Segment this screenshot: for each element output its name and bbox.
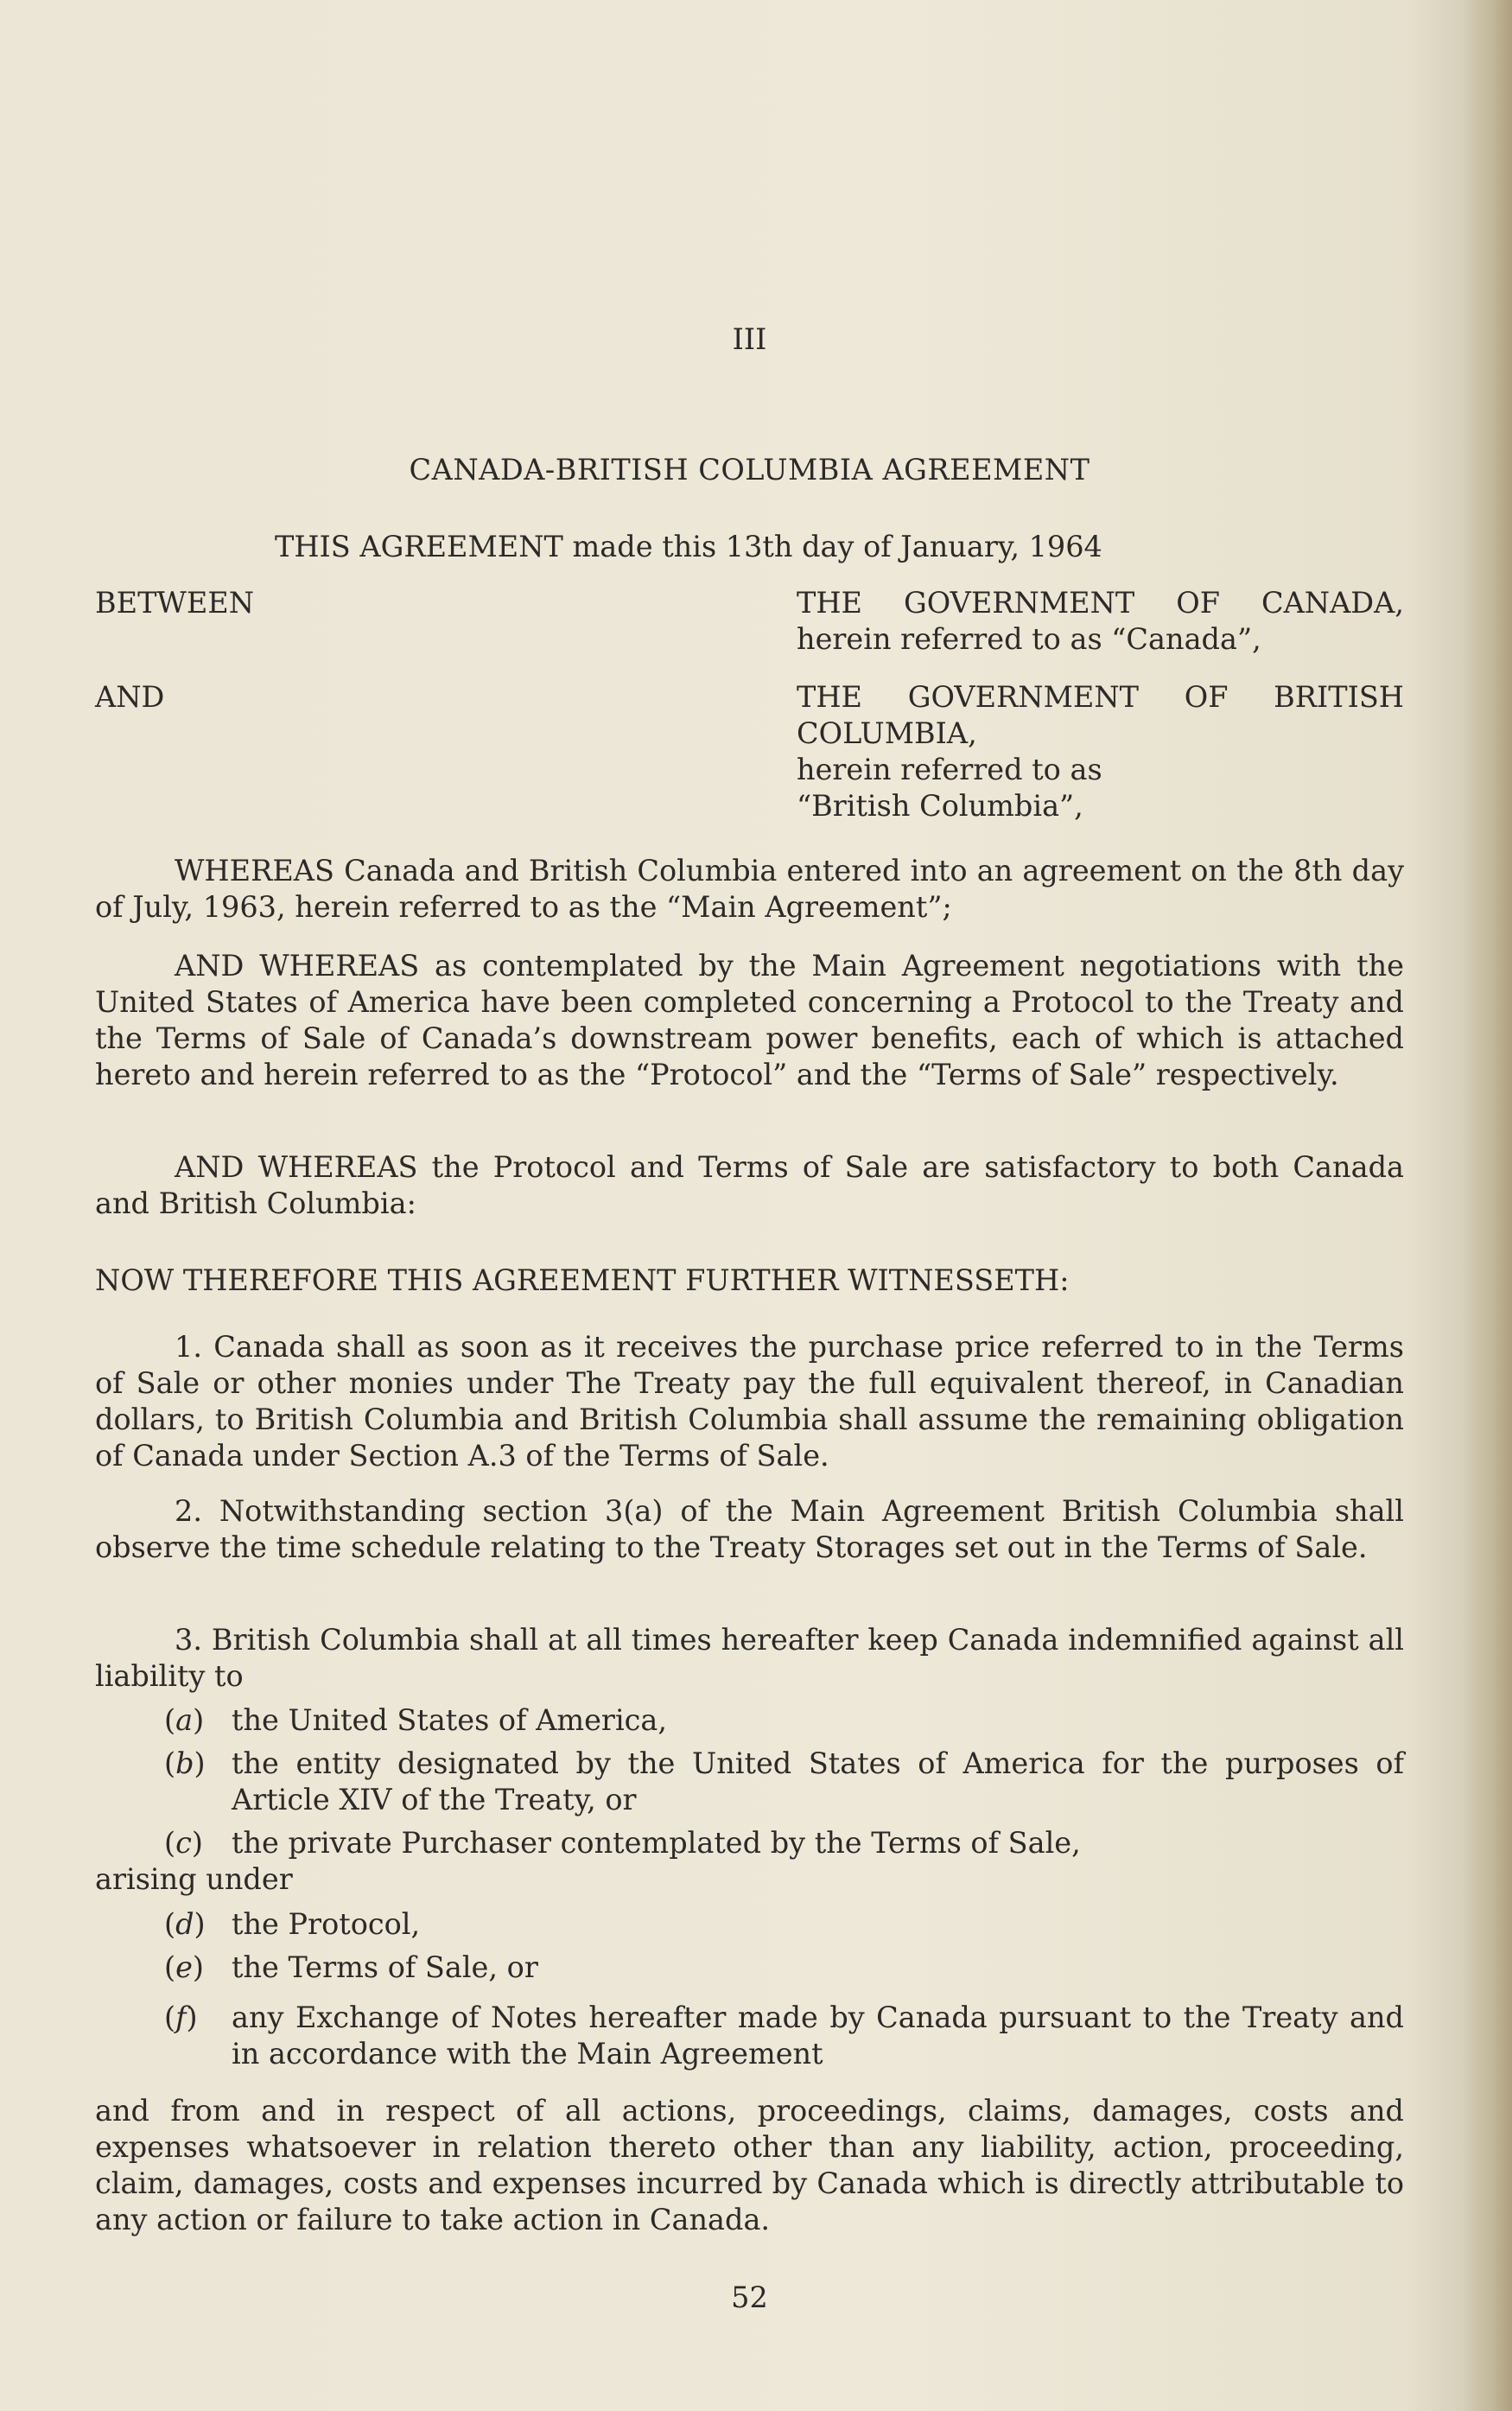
clause-2: 2. Notwithstanding section 3(a) of the Main Agreement British Columbia shall observe the time schedule relating to the Treaty Storages set out in the Terms of Sale. <box>95 1494 1404 1564</box>
witnesseth-heading: NOW THEREFORE THIS AGREEMENT FURTHER WITNESSETH: <box>95 1263 1070 1297</box>
and-label: AND <box>95 680 165 714</box>
party-canada <box>797 585 1404 658</box>
item-label: (a) <box>164 1703 205 1737</box>
book-spine-shadow <box>1462 0 1512 2411</box>
party-bc-reference-line1: herein referred to as <box>797 753 1102 786</box>
item-text: the private Purchaser contemplated by the Terms of Sale, <box>232 1826 1081 1860</box>
whereas-clause-1: WHEREAS Canada and British Columbia entered into an agreement on the 8th day of July, 1963, herein referred to as the “Main Agreement”; <box>95 854 1404 924</box>
arising-under: arising under <box>95 1862 293 1896</box>
clause-3-intro: 3. British Columbia shall at all times hereafter keep Canada indemnified against all liability to <box>95 1623 1404 1693</box>
item-label: (d) <box>164 1907 206 1941</box>
item-text: the entity designated by the United States of America for the purposes of Article XIV of the Treaty, or <box>232 1746 1404 1816</box>
whereas-clause-3: AND WHEREAS the Protocol and Terms of Sale are satisfactory to both Canada and British Columbia: <box>95 1150 1404 1220</box>
party-bc-name-line1: THE GOVERNMENT OF BRITISH <box>797 680 1404 714</box>
party-canada-reference: herein referred to as “Canada”, <box>797 622 1261 656</box>
item-text: the Terms of Sale, or <box>232 1950 538 1984</box>
between-label: BETWEEN <box>95 586 255 620</box>
item-label: (f) <box>164 2001 198 2034</box>
item-text: the Protocol, <box>232 1907 421 1941</box>
party-bc-name-line2: COLUMBIA, <box>797 716 977 750</box>
closing-paragraph: and from and in respect of all actions, proceedings, claims, damages, costs and expenses whatsoever in relation thereto other than any liability, action, proceeding, claim, damages, costs and expenses incurred by Canada which is directly attributable to any action or failure to take action in Canada. <box>95 2094 1404 2236</box>
clause-1: 1. Canada shall as soon as it receives the purchase price referred to in the Terms of Sale or other monies under The Treaty pay the full equivalent thereof, in Canadian dollars, to British Columbia and British Columbia shall assume the remaining obligation of Canada under Section A.3 of the Terms of Sale. <box>95 1330 1404 1473</box>
item-text: any Exchange of Notes hereafter made by Canada pursuant to the Treaty and in accordance with the Main Agreement <box>232 2001 1404 2071</box>
party-bc-reference-line2: “British Columbia”, <box>797 789 1083 823</box>
item-label: (c) <box>164 1826 203 1860</box>
document-title: CANADA-BRITISH COLUMBIA AGREEMENT <box>409 453 1090 487</box>
party-canada-name: THE GOVERNMENT OF CANADA, <box>797 586 1404 620</box>
opening-line: THIS AGREEMENT made this 13th day of January, 1964 <box>275 530 1102 563</box>
item-label: (e) <box>164 1950 204 1984</box>
whereas-clause-2: AND WHEREAS as contemplated by the Main Agreement negotiations with the United States of America have been completed concerning a Protocol to the Treaty and the Terms of Sale of Canada’s downstream power benefits, each of which is attached hereto and herein referred to as the “Protocol” and the “Terms of Sale” respectively. <box>95 949 1404 1091</box>
party-british-columbia <box>797 679 1404 824</box>
section-number: III <box>732 322 767 356</box>
item-label: (b) <box>164 1746 206 1780</box>
item-text: the United States of America, <box>232 1703 668 1737</box>
page-number: 52 <box>731 2281 768 2314</box>
